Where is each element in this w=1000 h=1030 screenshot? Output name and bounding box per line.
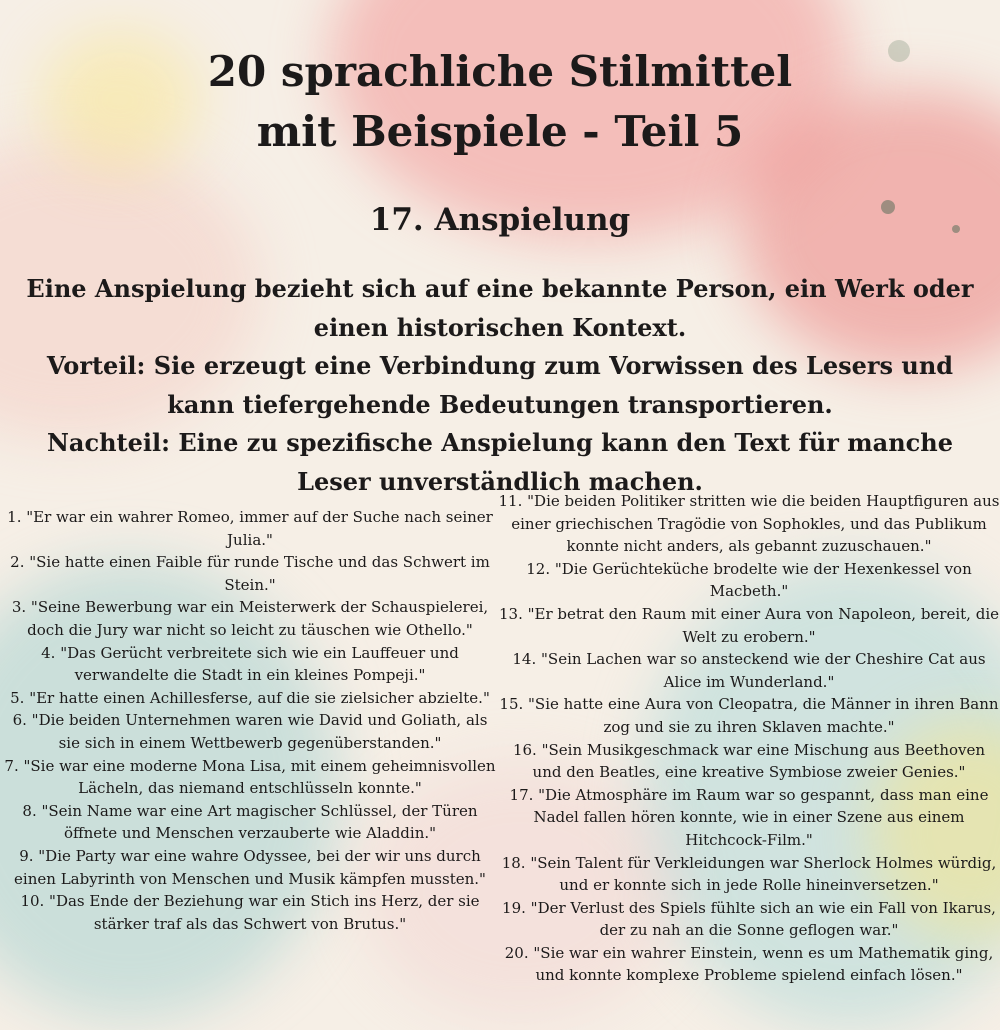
- example-item: 10. "Das Ende der Beziehung war ein Stich ins Herz, der sie stärker traf als das Schwert von Brutus.": [20, 892, 480, 933]
- advantage-text: Vorteil: Sie erzeugt eine Verbindung zum Vorwissen des Lesers und kann tiefergehende Bedeutungen transportieren.: [46, 351, 954, 419]
- title-line-1: 20 sprachliche Stilmittel: [207, 47, 793, 96]
- example-item: 13. "Er betrat den Raum mit einer Aura von Napoleon, bereit, die Welt zu erobern.": [498, 604, 999, 646]
- description-block: [20, 270, 980, 501]
- example-item: 11. "Die beiden Politiker stritten wie die beiden Hauptfiguren aus einer griechischen Tragödie von Sophokles, und das Publikum konnte nicht anders, als gebannt zuzuschauen.": [498, 492, 1000, 556]
- example-item: 18. "Sein Talent für Verkleidungen war Sherlock Holmes würdig, und er konnte sich in jede Rolle hineinversetzen.": [501, 853, 997, 895]
- page-title: [0, 42, 1000, 162]
- example-item: 9. "Die Party war eine wahre Odyssee, bei der wir uns durch einen Labyrinth von Menschen und Musik kämpfen mussten.": [14, 846, 486, 888]
- example-item: 8. "Sein Name war eine Art magischer Schlüssel, der Türen öffnete und Menschen verzauberte wie Aladdin.": [22, 801, 478, 843]
- definition-text: Eine Anspielung bezieht sich auf eine bekannte Person, ein Werk oder einen historischen Kontext.: [26, 274, 974, 342]
- example-item: 3. "Seine Bewerbung war ein Meisterwerk der Schauspielerei, doch die Jury war nicht so leicht zu täuschen wie Othello.": [11, 598, 489, 639]
- example-item: 16. "Sein Musikgeschmack war eine Mischung aus Beethoven und den Beatles, eine kreative Symbiose zweier Genies.": [512, 740, 986, 782]
- example-item: 20. "Sie war ein wahrer Einstein, wenn es um Mathematik ging, und konnte komplexe Probleme spielend einfach lösen.": [504, 943, 994, 985]
- section-heading: 17. Anspielung: [369, 202, 631, 238]
- example-item: 17. "Die Atmosphäre im Raum war so gespannt, dass man eine Nadel fallen hören konnte, wie in einer Szene aus einem Hitchcock-Film.": [509, 785, 989, 849]
- example-item: 12. "Die Gerüchteküche brodelte wie der Hexenkessel von Macbeth.": [526, 559, 972, 601]
- example-item: 1. "Er war ein wahrer Romeo, immer auf der Suche nach seiner Julia.": [7, 508, 493, 549]
- example-item: 2. "Sie hatte einen Faible für runde Tische und das Schwert im Stein.": [10, 553, 490, 594]
- example-item: 4. "Das Gerücht verbreitete sich wie ein Lauffeuer und verwandelte die Stadt in ein kleines Pompeji.": [41, 643, 459, 685]
- example-item: 5. "Er hatte einen Achillesferse, auf die sie zielsicher abzielte.": [10, 688, 490, 707]
- examples-left-column: [0, 506, 500, 935]
- example-item: 15. "Sie hatte eine Aura von Cleopatra, die Männer in ihren Bann zog und sie zu ihren Sklaven machte.": [499, 695, 999, 736]
- examples-right-column: [498, 490, 1000, 987]
- example-item: 19. "Der Verlust des Spiels fühlte sich an wie ein Fall von Ikarus, der zu nah an die Sonne geflogen war.": [502, 898, 996, 940]
- disadvantage-text: Nachteil: Eine zu spezifische Anspielung kann den Text für manche Leser unverständlich machen.: [46, 428, 954, 496]
- example-item: 7. "Sie war eine moderne Mona Lisa, mit einem geheimnisvollen Lächeln, das niemand entschlüsseln konnte.": [4, 756, 496, 798]
- example-item: 6. "Die beiden Unternehmen waren wie David und Goliath, als sie sich in einem Wettbewerb gegenüberstanden.": [12, 711, 488, 752]
- example-item: 14. "Sein Lachen war so ansteckend wie der Cheshire Cat aus Alice im Wunderland.": [512, 650, 986, 691]
- title-line-2: mit Beispiele - Teil 5: [256, 107, 744, 156]
